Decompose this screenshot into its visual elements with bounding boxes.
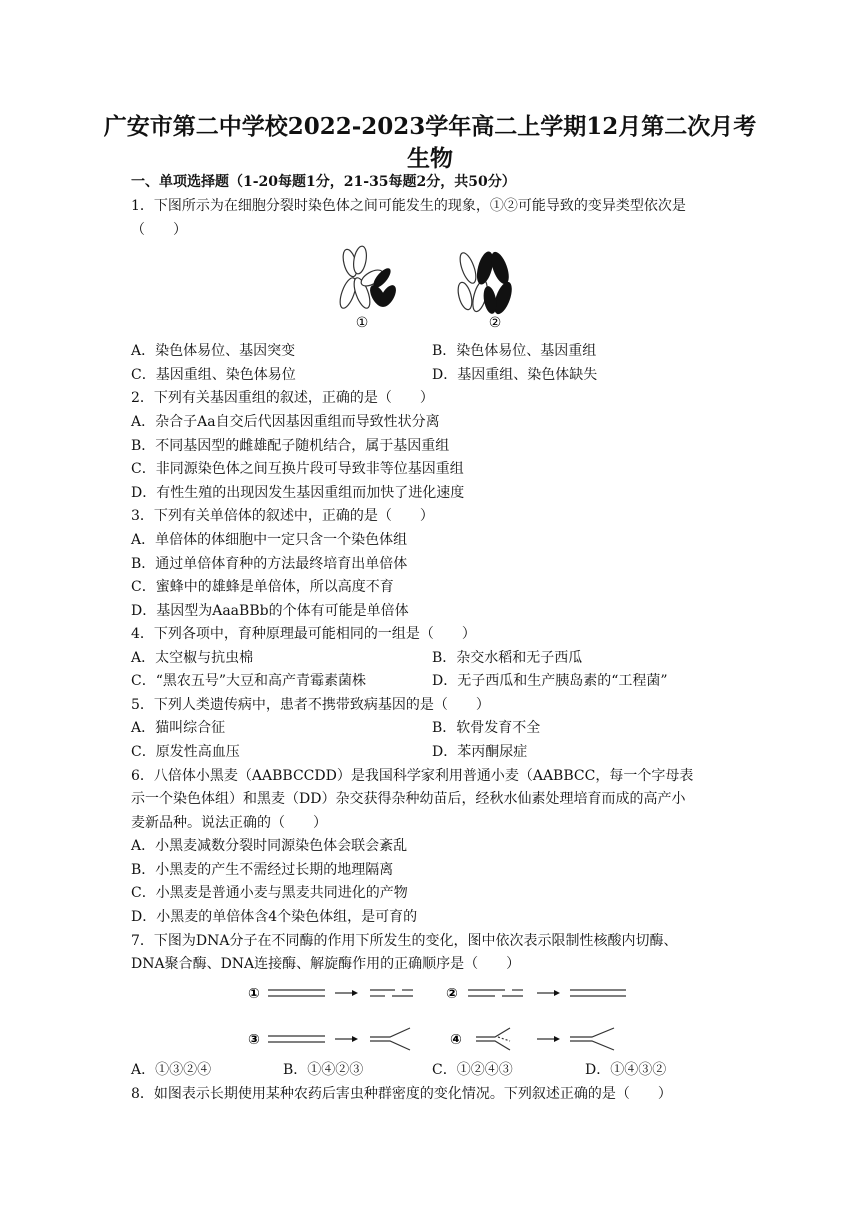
q5-stem: 5．下列人类遗传病中，患者不携带致病基因的是（ ）	[131, 697, 490, 713]
q4-stem: 4．下列各项中，育种原理最可能相同的一组是（ ）	[131, 626, 476, 642]
dna-panel-label-2: ②	[446, 986, 458, 1002]
dna-enzyme-diagram	[240, 978, 640, 1058]
q2-option-c: C．非同源染色体之间互换片段可导致非等位基因重组	[131, 461, 464, 477]
q3-option-d: D．基因型为AaaBBb的个体有可能是单倍体	[131, 603, 409, 619]
q1-option-b: B．染色体易位、基因重组	[432, 343, 597, 359]
q7-option-c: C．①②④③	[432, 1062, 513, 1078]
q8-stem: 8．如图表示长期使用某种农药后害虫种群密度的变化情况。下列叙述正确的是（ ）	[131, 1086, 672, 1102]
q2-option-d: D．有性生殖的出现因发生基因重组而加快了进化速度	[131, 485, 465, 501]
dna-panel-label-1: ①	[248, 986, 260, 1002]
q5-option-a: A．猫叫综合征	[131, 720, 226, 736]
q7-stem-line2: DNA聚合酶、DNA连接酶、解旋酶作用的正确顺序是（ ）	[131, 956, 521, 972]
q2-stem: 2．下列有关基因重组的叙述，正确的是（ ）	[131, 390, 434, 406]
exam-subject: 生物	[407, 145, 453, 172]
q1-option-d: D．基因重组、染色体缺失	[432, 367, 598, 383]
q6-option-b: B．小黑麦的产生不需经过长期的地理隔离	[131, 862, 394, 878]
section-heading: 一、单项选择题（1-20每题1分，21-35每题2分，共50分）	[131, 174, 516, 190]
chromosome-figure	[320, 248, 540, 333]
q7-stem-line1: 7．下图为DNA分子在不同酶的作用下所发生的变化，图中依次表示限制性核酸内切酶、	[131, 933, 678, 949]
q6-stem-line2: 示一个染色体组）和黑麦（DD）杂交获得杂种幼苗后，经秋水仙素处理培育而成的高产小	[131, 791, 686, 807]
q2-option-b: B．不同基因型的雌雄配子随机结合，属于基因重组	[131, 438, 450, 454]
q1-option-a: A．染色体易位、基因突变	[131, 343, 296, 359]
q4-option-c: C．“黑农五号”大豆和高产青霉素菌株	[131, 673, 367, 689]
fig1-label: ①	[355, 315, 369, 331]
q3-stem: 3．下列有关单倍体的叙述中，正确的是（ ）	[131, 508, 434, 524]
q4-option-b: B．杂交水稻和无子西瓜	[432, 650, 583, 666]
chromosome-pair-1	[337, 245, 399, 310]
q6-stem-line1: 6．八倍体小黑麦（AABBCCDD）是我国科学家利用普通小麦（AABBCC，每一个字母表	[131, 768, 694, 784]
dna-panel-label-4: ④	[450, 1032, 462, 1048]
q2-option-a: A．杂合子Aa自交后代因基因重组而导致性状分离	[131, 414, 440, 430]
q5-option-c: C．原发性高血压	[131, 744, 240, 760]
q7-option-d: D．①④③②	[585, 1062, 667, 1078]
q6-option-c: C．小黑麦是普通小麦与黑麦共同进化的产物	[131, 885, 408, 901]
q4-option-d: D．无子西瓜和生产胰岛素的“工程菌”	[432, 673, 668, 689]
q6-stem-line3: 麦新品种。说法正确的（ ）	[131, 815, 327, 831]
q6-option-a: A．小黑麦减数分裂时同源染色体会联会紊乱	[131, 838, 408, 854]
q4-option-a: A．太空椒与抗虫棉	[131, 650, 254, 666]
dna-panel-label-3: ③	[248, 1032, 260, 1048]
q3-option-c: C．蜜蜂中的雄蜂是单倍体，所以高度不育	[131, 579, 394, 595]
q1-stem: 1．下图所示为在细胞分裂时染色体之间可能发生的现象，①②可能导致的变异类型依次是	[131, 198, 686, 214]
fig2-label: ②	[488, 315, 502, 331]
exam-title: 广安市第二中学校2022-2023学年高二上学期12月第二次月考	[103, 113, 757, 140]
chromosome-pair-2	[456, 250, 516, 317]
q6-option-d: D．小黑麦的单倍体含4个染色体组，是可育的	[131, 909, 418, 925]
q5-option-b: B．软骨发育不全	[432, 720, 541, 736]
q7-option-a: A．①③②④	[131, 1062, 212, 1078]
q5-option-d: D．苯丙酮尿症	[432, 744, 528, 760]
q3-option-b: B．通过单倍体育种的方法最终培育出单倍体	[131, 556, 408, 572]
q3-option-a: A．单倍体的体细胞中一定只含一个染色体组	[131, 532, 408, 548]
q1-option-c: C．基因重组、染色体易位	[131, 367, 296, 383]
q7-option-b: B．①④②③	[283, 1062, 364, 1078]
q1-stem-bracket: （ ）	[131, 222, 187, 238]
